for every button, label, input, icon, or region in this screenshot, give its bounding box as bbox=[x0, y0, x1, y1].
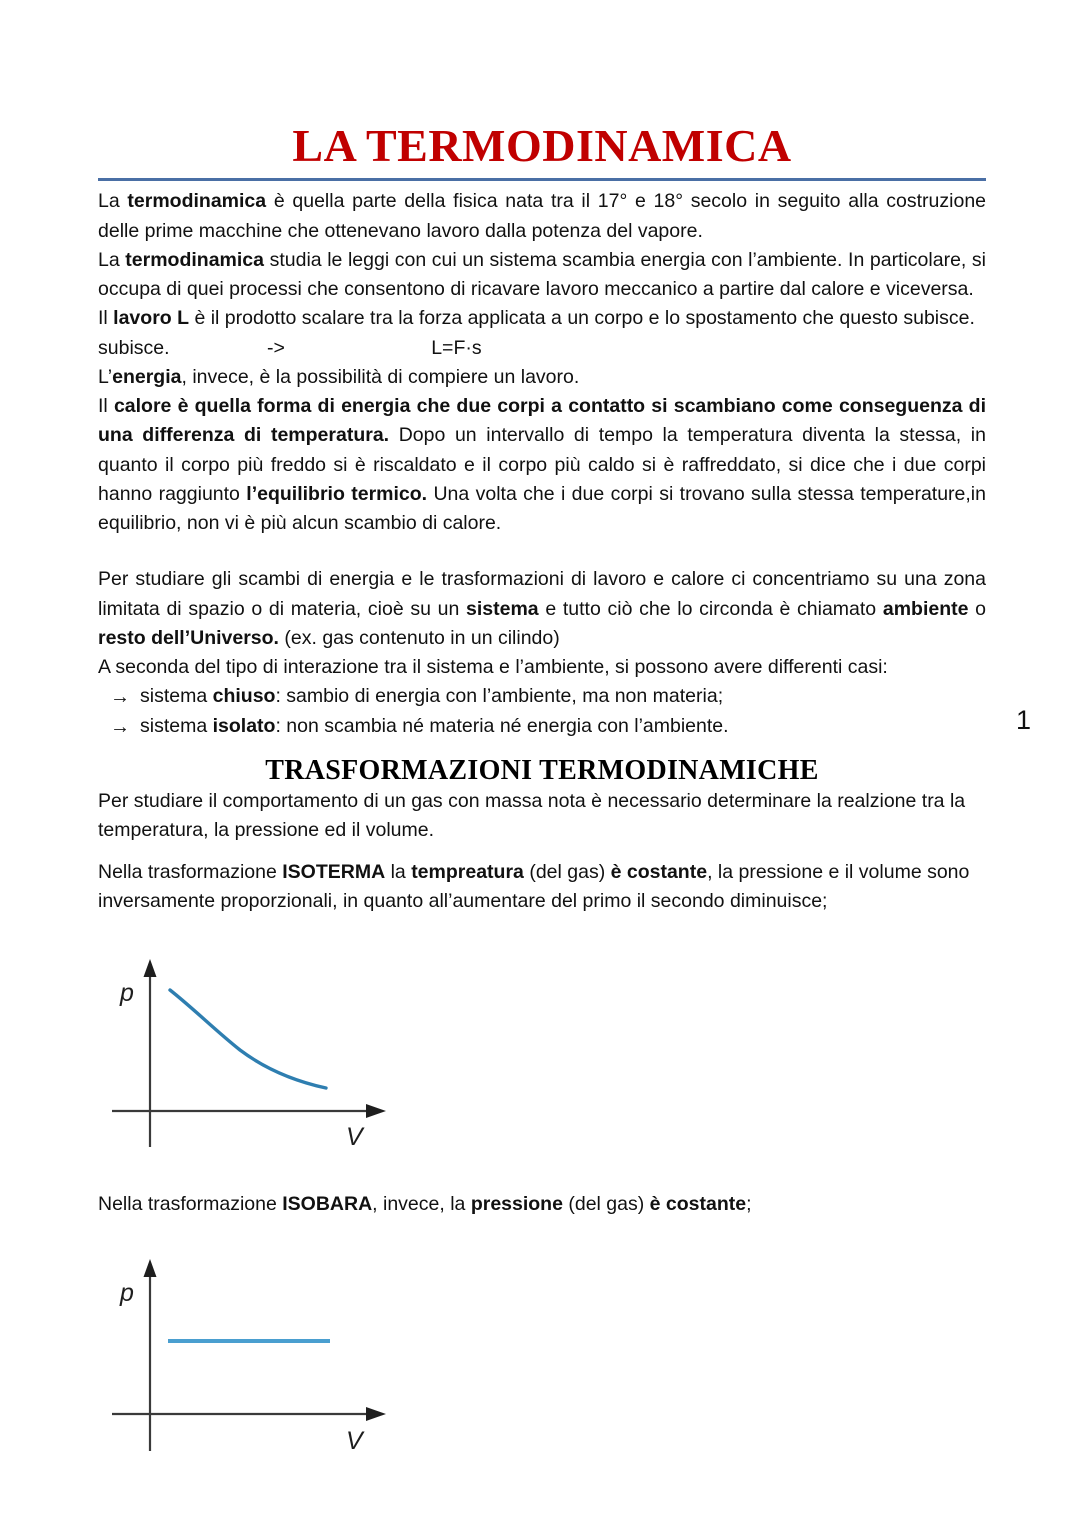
text-seg: Il bbox=[98, 307, 114, 330]
text-bold: ambiente bbox=[882, 597, 969, 620]
title-divider bbox=[98, 178, 986, 181]
text-bold: l’equilibrio termico. bbox=[246, 482, 428, 505]
text-seg: Una volta che i due corpi si trovano sulla stessa temperature,in equilibrio, non vi è più alcun scambio di calore. bbox=[98, 482, 986, 535]
text-seg: (del gas) bbox=[523, 861, 611, 884]
text-seg: Nella trasformazione bbox=[98, 1192, 283, 1215]
text-bold: tempreatura bbox=[411, 861, 524, 884]
list-item bbox=[98, 682, 986, 712]
page-title: LA TERMODINAMICA bbox=[292, 120, 792, 171]
isobara-pv-diagram bbox=[98, 1251, 408, 1466]
text-seg: la bbox=[385, 861, 412, 884]
text-bold: ISOBARA bbox=[282, 1192, 373, 1215]
text-bold: è costante bbox=[649, 1192, 747, 1215]
text-seg: e tutto ciò che lo circonda è chiamato bbox=[538, 597, 883, 620]
text-seg: è il prodotto scalare tra la forza applicata a un corpo e lo spostamento che questo subisce. bbox=[189, 307, 975, 330]
text-seg: : sambio di energia con l’ambiente, ma non materia; bbox=[275, 685, 724, 708]
spacer bbox=[98, 845, 986, 858]
isoterma-curve bbox=[170, 990, 326, 1088]
paragraph-trasformazioni-intro: Per studiare il comportamento di un gas con massa nota è necessario determinare la realzione tra la temperatura, la pressione ed il volume. bbox=[98, 789, 966, 841]
figure-isobara-chart bbox=[98, 1251, 986, 1466]
text-bold: isolato bbox=[212, 714, 276, 737]
text-seg: studia le leggi con cui un sistema scambia energia con l’ambiente. In particolare, si occupa di quei processi che consentono di ricavare lavoro meccanico a partire dal calore e viceversa. bbox=[98, 248, 986, 301]
text-bold: termodinamica bbox=[125, 248, 264, 271]
spacer bbox=[98, 538, 986, 565]
text-seg: è quella parte della fisica nata tra il 17° e 18° secolo in seguito alla costruzione delle prime macchine che ottenevano lavoro dalla potenza del vapore. bbox=[98, 190, 987, 242]
paragraph-intro-1 bbox=[98, 187, 986, 246]
text-bold: sistema bbox=[466, 597, 539, 620]
paragraph-sistema bbox=[98, 565, 986, 653]
text-seg: sistema bbox=[140, 685, 213, 708]
y-axis-label: p bbox=[120, 978, 134, 1007]
arrow-right-icon: → bbox=[110, 686, 130, 709]
page-number: 1 bbox=[1016, 705, 1032, 735]
text-bold: termodinamica bbox=[127, 190, 267, 213]
text-seg: Per studiare gli scambi di energia e le trasformazioni di lavoro e calore ci concentriamo su una zona limitata di spazio o di materia, cioè su un bbox=[98, 568, 986, 620]
arrow-right-icon: → bbox=[110, 715, 130, 738]
text-bold: energia bbox=[112, 365, 182, 388]
text-seg: Nella trasformazione bbox=[98, 861, 283, 884]
text-seg: La bbox=[98, 190, 128, 213]
text-seg: , invece, la bbox=[372, 1192, 471, 1215]
text-bold: calore è quella forma di energia che due corpi a contatto si scambiano come conseguenza di una differenza di temperatura. bbox=[98, 395, 986, 447]
spacer bbox=[98, 742, 986, 755]
text-seg: ; bbox=[746, 1192, 752, 1215]
text-seg: Dopo un intervallo di tempo la temperatura diventa la stessa, in quanto il corpo più freddo si è riscaldato e il corpo più caldo si è raffreddato, si dice che i due corpi hanno raggiunto bbox=[98, 424, 986, 505]
x-axis-arrowhead bbox=[366, 1104, 386, 1118]
page-content bbox=[98, 0, 986, 1466]
paragraph-casi: A seconda del tipo di interazione tra il sistema e l’ambiente, si possono avere differenti casi: bbox=[98, 656, 888, 679]
isoterma-pv-diagram bbox=[98, 951, 408, 1156]
text-bold: lavoro L bbox=[113, 307, 190, 330]
section-heading-trasformazioni: TRASFORMAZIONI TERMODINAMICHE bbox=[265, 754, 819, 786]
y-axis-label: p bbox=[120, 1278, 134, 1307]
paragraph-intro-2 bbox=[98, 246, 986, 305]
text-bold: è costante bbox=[610, 861, 708, 884]
text-seg: L’ bbox=[98, 365, 113, 388]
paragraph-isobara bbox=[98, 1190, 986, 1219]
paragraph-lavoro bbox=[98, 304, 986, 333]
text-seg: , invece, è la possibilità di compiere un lavoro. bbox=[181, 365, 580, 388]
text-seg: (del gas) bbox=[562, 1192, 650, 1215]
text-seg: Il bbox=[98, 395, 114, 418]
x-axis-arrowhead bbox=[366, 1407, 386, 1421]
x-axis-label: V bbox=[346, 1426, 363, 1455]
text-seg: La bbox=[98, 248, 126, 271]
formula-line: subisce. -> L=F·s bbox=[98, 336, 482, 359]
figure-isoterma-chart bbox=[98, 951, 986, 1156]
text-seg: (ex. gas contenuto in un cilindo) bbox=[278, 626, 560, 649]
text-bold: ISOTERMA bbox=[282, 861, 386, 884]
text-seg: o bbox=[968, 597, 986, 620]
y-axis-arrowhead bbox=[144, 1259, 157, 1277]
x-axis-label: V bbox=[346, 1122, 363, 1151]
text-bold: resto dell’Universo. bbox=[98, 626, 279, 649]
text-bold: chiuso bbox=[212, 685, 276, 708]
text-seg: sistema bbox=[140, 714, 213, 737]
paragraph-calore bbox=[98, 392, 986, 538]
paragraph-energia bbox=[98, 363, 986, 392]
paragraph-isoterma bbox=[98, 858, 986, 917]
list-item bbox=[98, 712, 986, 742]
text-seg: : non scambia né materia né energia con l’ambiente. bbox=[275, 714, 729, 737]
y-axis-arrowhead bbox=[144, 959, 157, 977]
text-seg: , la pressione e il volume sono inversamente proporzionali, in quanto all’aumentare del primo il secondo diminuisce; bbox=[98, 861, 970, 913]
text-bold: pressione bbox=[470, 1192, 563, 1215]
